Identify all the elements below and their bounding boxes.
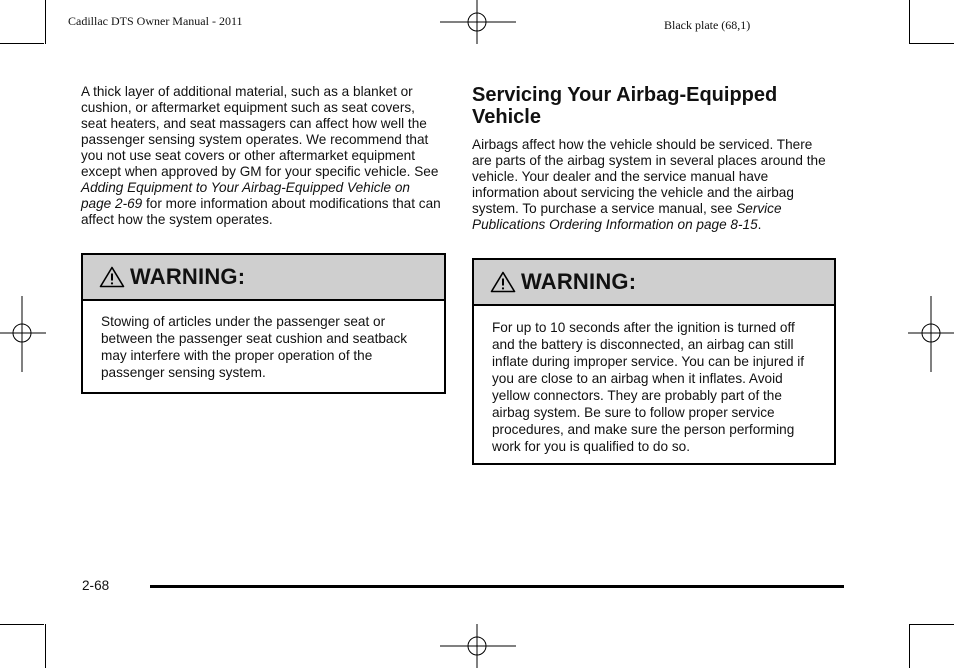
warning-header xyxy=(83,255,444,301)
warning-title: WARNING: xyxy=(130,264,246,289)
warning-text: For up to 10 seconds after the ignition is turned off and the battery is disconnected, an airbag can still inflate during improper service. You can be injured if you are close to an airbag when it inflates. Avoid yellow connectors. They are probably part of the airbag system. Be sure to follow proper service procedures, and make sure the person performing work for you is qualified to do so. xyxy=(492,320,805,454)
warning-box xyxy=(81,253,446,394)
warning-triangle-icon xyxy=(490,271,516,293)
crop-mark xyxy=(0,624,44,625)
warning-triangle-icon xyxy=(99,266,125,288)
warning-box xyxy=(472,258,836,465)
registration-mark-icon xyxy=(440,0,516,44)
footer-rule xyxy=(150,585,844,588)
warning-header xyxy=(474,260,834,306)
body-paragraph: A thick layer of additional material, such as a blanket or cushion, or aftermarket equipment such as seat covers, seat heaters, and seat massagers can affect how well the passenger sensing system operates. We recommend that you not use seat covers or other aftermarket equipment except when approved by GM for your specific vehicle. See Adding Equipment to Your Airbag-Equipped Vehicle on page 2-69 for more information about modifications that can affect how the system operates. xyxy=(81,84,441,227)
crop-mark xyxy=(910,43,954,44)
warning-title: WARNING: xyxy=(521,269,637,294)
cross-reference-link[interactable]: Service Publications Ordering Information on page 8-15 xyxy=(472,201,782,232)
registration-mark-icon xyxy=(0,296,46,372)
body-paragraph: Airbags affect how the vehicle should be serviced. There are parts of the airbag system in several places around the vehicle. Your dealer and the service manual have information about servicing the vehicle and the airbag system. To purchase a service manual, see Service Publications Ordering Information on page 8-15. xyxy=(472,137,826,232)
crop-mark xyxy=(909,624,910,668)
crop-mark xyxy=(910,624,954,625)
left-column xyxy=(81,84,443,228)
crop-mark xyxy=(0,43,44,44)
page-number: 2-68 xyxy=(82,578,110,593)
header-plate-label: Black plate (68,1) xyxy=(664,18,751,32)
crop-mark xyxy=(909,0,910,44)
registration-mark-icon xyxy=(440,624,516,668)
section-heading: Servicing Your Airbag-Equipped Vehicle xyxy=(472,84,778,128)
header-manual-title: Cadillac DTS Owner Manual - 2011 xyxy=(68,14,243,28)
crop-mark xyxy=(45,624,46,668)
warning-text: Stowing of articles under the passenger seat or between the passenger seat cushion and seatback may interfere with the proper operation of the passenger sensing system. xyxy=(101,314,408,380)
right-column xyxy=(472,137,834,233)
cross-reference-link[interactable]: Adding Equipment to Your Airbag-Equipped Vehicle on page 2-69 xyxy=(81,180,410,211)
crop-mark xyxy=(45,0,46,44)
registration-mark-icon xyxy=(908,296,954,372)
